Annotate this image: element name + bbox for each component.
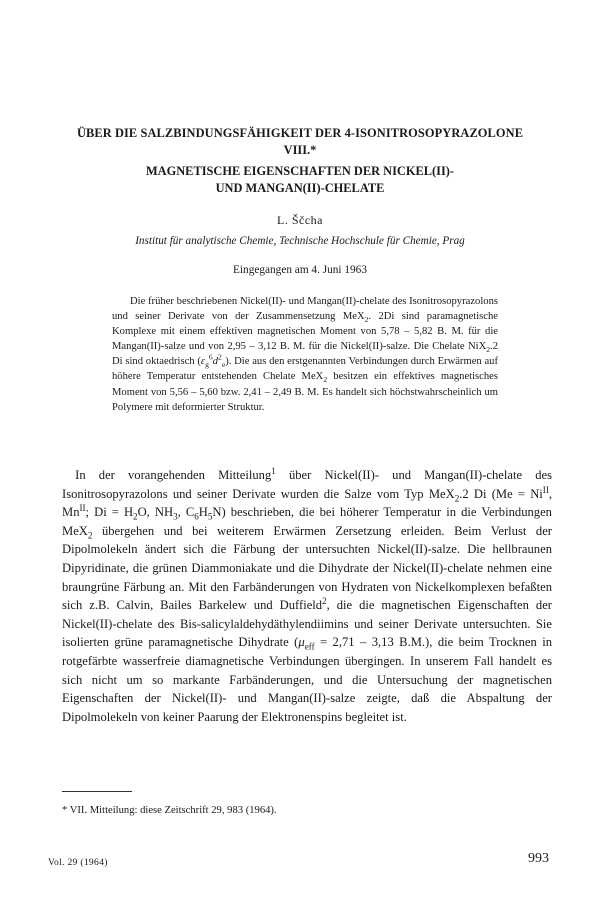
author: L. Ščcha	[277, 213, 323, 227]
footnote: * VII. Mitteilung: diese Zeitschrift 29, 983 (1964).	[62, 805, 277, 816]
affiliation: Institut für analytische Chemie, Technische Hochschule für Chemie, Prag	[135, 235, 465, 247]
footnote-divider	[62, 791, 132, 792]
body-text: In der vorangehenden Mitteilung$^1$ über Nickel(II)- und Mangan(II)-chelate des Isonitrosopyrazolons und seiner Derivate wurden die Salze vom Typ MeX$_2$.2 Di ($Me = Ni^{II}$, $Mn^{II}$; $Di = H_2O$, $NH_3$, $C_6H_5N$) beschrieben, die bei höherer Temperatur in die Verbindungen MeX$_2$ übergehen und bei weiterem Erwärmen Zersetzung erleiden. Beim Verlust der Dipolmolekeln ändert sich die Färbung der untersuchten Nickel(II)-salze. Die hellbraunen Dipyridinate, die grünen Diammoniakate und die Dihydrate der Nickel(II)-chelate nehmen eine braungrüne Färbung an. Mit den Farbänderungen von Hydraten von Nickelkomplexen befaßten sich z.B. Calvin, Bailes Barkelew und Duffield$^2$, die die magnetischen Eigenschaften der Nickel(II)-chelate des Bis-salicylaldehydäthylendiimins und seiner Derivate untersuchten. Sie isolierten grüne paramagnetische Dihydrate ($\mu_{eff} = 2,71 - 3,13$ B.M.), die beim Trocknen in rotgefärbte wasserfreie diamagnetische Verbindungen übergingen. In unserem Fall handelt es sich nicht um so markante Farbänderungen, und die Untersuchung der magnetischen Eigenschaften der Nickel(II)- und Mangan(II)-salze zeigte, daß die Abspaltung der Dipolmolekeln von keiner Paarung der Elektronenspins begleitet ist.	[62, 465, 553, 724]
volume-info: Vol. 29 (1964)	[48, 857, 108, 868]
abstract: Die früher beschriebenen Nickel(II)- und Mangan(II)-chelate des Isonitrosopyrazolons und seiner Derivate von der Zusammensetzung MeX$_2$. 2Di sind paramagnetische Komplexe mit einem effektiven magnetischen Moment von 5,78 – 5,82 B. M. für die Mangan(II)-salze und von 2,95 – 3,12 B. M. für die Nickel(II)-salze. Die Chelate NiX$_2$.2 Di sind oktaedrisch $(ɛ_g^6d^2_e)$. Die aus den erstgenannten Verbindungen durch Erwärmen auf höhere Temperatur entstehenden Chelate MeX$_2$ besitzen ein effektives magnetisches Moment von 5,56 – 5,60 bzw. 2,41 – 2,49 B. M. Es handelt sich höchstwahrscheinlich um Polymere mit deformierter Struktur.	[112, 296, 498, 413]
article-subtitle-line-1: MAGNETISCHE EIGENSCHAFTEN DER NICKEL(II)-	[145, 164, 455, 178]
received-date: Eingegangen am 4. Juni 1963	[233, 264, 367, 276]
page-number: 993	[528, 851, 549, 866]
article-title-line-2: VIII.*	[283, 143, 317, 157]
article-title-line-1: ÜBER DIE SALZBINDUNGSFÄHIGKEIT DER 4-ISONITROSOPYRAZOLONE	[76, 126, 524, 140]
article-subtitle-line-2: UND MANGAN(II)-CHELATE	[215, 181, 385, 195]
